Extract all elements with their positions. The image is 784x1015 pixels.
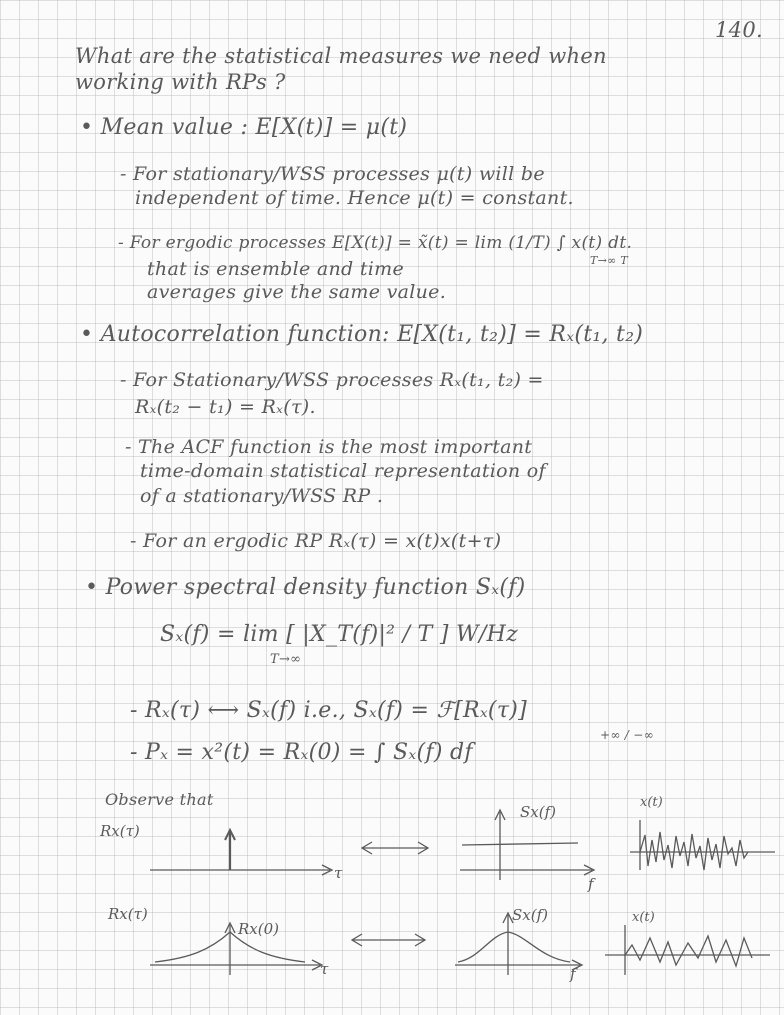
acf-stationary-1: - For Stationary/WSS processes Rₓ(t₁, t₂) = <box>120 369 544 391</box>
observe-title: Observe that <box>105 790 214 809</box>
psd-pair: - Rₓ(τ) ⟷ Sₓ(f) i.e., Sₓ(f) = ℱ[Rₓ(τ)] <box>130 698 528 723</box>
acf-heading: • Autocorrelation function: E[X(t₁, t₂)] = Rₓ(t₁, t₂) <box>80 322 644 347</box>
psd-power: - Pₓ = x²(t) = Rₓ(0) = ∫ Sₓ(f) df <box>130 740 473 765</box>
acf-important-1: - The ACF function is the most important <box>125 436 533 458</box>
mean-ergodic-limits: T→∞ T <box>590 254 629 267</box>
question-line-2: working with RPs ? <box>75 70 286 94</box>
sketch-rx-label-bottom: Rx(τ) <box>108 905 148 923</box>
sketch-rx0-label: Rx(0) <box>238 920 280 938</box>
sketch-xt-label-top: x(t) <box>640 795 663 810</box>
sketch-sx-label-top: Sx(f) <box>520 803 556 821</box>
mean-ergodic-3: averages give the same value. <box>147 281 447 303</box>
mean-ergodic-1: - For ergodic processes E[X(t)] = x̃(t) = lim (1/T) ∫ x(t) dt. <box>118 233 633 253</box>
psd-definition-limit: T→∞ <box>270 652 302 667</box>
mean-stationary-2: independent of time. Hence μ(t) = constant. <box>135 187 574 209</box>
acf-ergodic: - For an ergodic RP Rₓ(τ) = x(t)x(t+τ) <box>130 530 502 552</box>
sketch-sx-label-bottom: Sx(f) <box>512 906 548 924</box>
sketch-tau-top: τ <box>334 864 343 882</box>
sketch-psd-curve <box>458 932 570 962</box>
psd-power-limits: +∞ / −∞ <box>600 728 654 742</box>
sketch-xt-label-bottom: x(t) <box>632 910 655 925</box>
psd-definition: Sₓ(f) = lim [ |X_T(f)|² / T ] W/Hz <box>160 622 519 647</box>
acf-important-3: of a stationary/WSS RP . <box>140 485 384 507</box>
sketch-white-noise <box>640 832 748 870</box>
sketch-tau-bottom: τ <box>320 960 329 978</box>
page-number: 140. <box>715 18 763 42</box>
sketch-random-signal <box>625 936 752 966</box>
sketch-rx-label-top: Rx(τ) <box>100 822 140 840</box>
mean-heading: • Mean value : E[X(t)] = μ(t) <box>80 115 408 140</box>
mean-stationary-1: - For stationary/WSS processes μ(t) will be <box>120 163 545 185</box>
sketch-flat-spectrum <box>462 843 578 845</box>
mean-ergodic-2: that is ensemble and time <box>147 258 404 280</box>
sketch-f-top: f <box>588 875 594 893</box>
acf-important-2: time-domain statistical representation of <box>140 460 546 482</box>
acf-stationary-2: Rₓ(t₂ − t₁) = Rₓ(τ). <box>135 396 316 418</box>
sketch-f-bottom: f <box>570 965 576 983</box>
psd-heading: • Power spectral density function Sₓ(f) <box>85 575 526 600</box>
question-line-1: What are the statistical measures we need when <box>75 44 607 68</box>
